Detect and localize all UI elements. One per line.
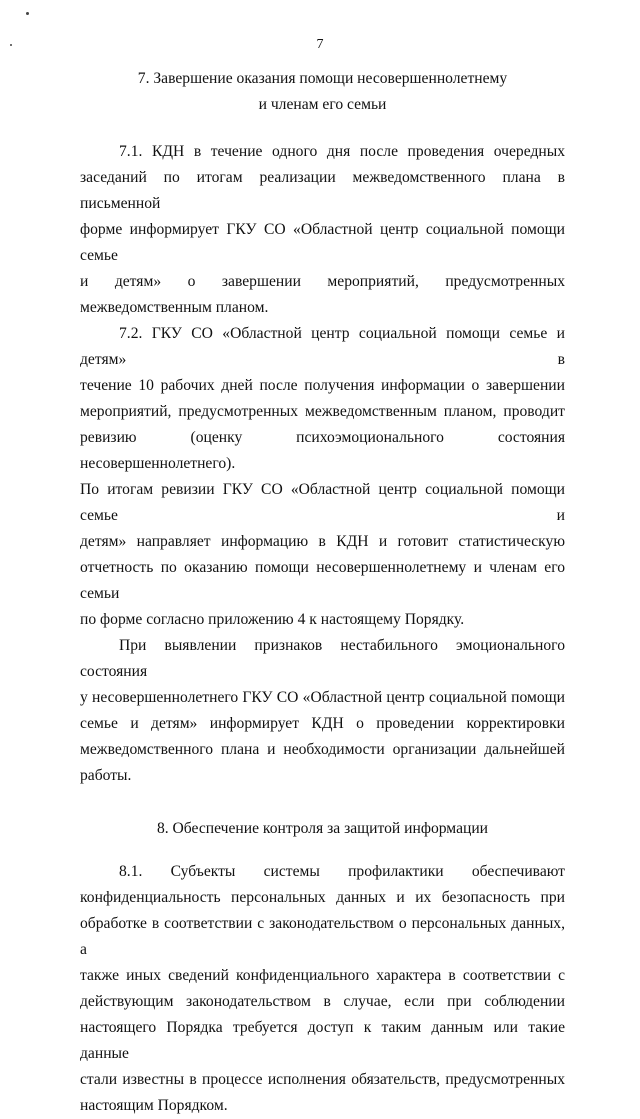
- text-line: ревизию (оценку психоэмоционального состояния несовершеннолетнего).: [80, 429, 565, 472]
- text-line: форме информирует ГКУ СО «Областной центр социальной помощи семье: [80, 221, 565, 264]
- text-line: работы.: [80, 767, 132, 784]
- text-line: течение 10 рабочих дней после получения информации о завершении: [80, 377, 565, 394]
- paragraph-8-1: [80, 859, 565, 1119]
- text-line: настоящим Порядком.: [80, 1097, 228, 1114]
- text-line: конфиденциальность персональных данных и их безопасность при: [80, 889, 565, 906]
- text-line: межведомственного плана и необходимости организации дальнейшей: [80, 741, 565, 758]
- heading-line: и членам его семьи: [258, 96, 387, 113]
- heading-line: 8. Обеспечение контроля за защитой информации: [156, 820, 489, 837]
- text-line: и детям» о завершении мероприятий, предусмотренных: [80, 273, 565, 290]
- scan-speck: [26, 12, 29, 15]
- text-line: отчетность по оказанию помощи несовершеннолетнему и членам его семьи: [80, 559, 565, 602]
- text-line: мероприятий, предусмотренных межведомственным планом, проводит: [80, 403, 565, 420]
- text-line: заседаний по итогам реализации межведомственного плана в письменной: [80, 169, 565, 212]
- text-line: у несовершеннолетнего ГКУ СО «Областной центр социальной помощи: [80, 689, 565, 706]
- text-line: 7.2. ГКУ СО «Областной центр социальной помощи семье и детям» в: [80, 325, 565, 368]
- page-number: 7: [316, 37, 324, 52]
- text-line: 8.1. Субъекты системы профилактики обеспечивают: [119, 863, 565, 880]
- text-line: обработке в соответствии с законодательством о персональных данных, а: [80, 915, 565, 958]
- section-7-heading: [80, 66, 565, 118]
- text-line: также иных сведений конфиденциального характера в соответствии с: [80, 967, 565, 984]
- text-line: При выявлении признаков нестабильного эмоционального состояния: [80, 637, 565, 680]
- text-line: семье и детям» информирует КДН о проведении корректировки: [80, 715, 565, 732]
- text-line: детям» направляет информацию в КДН и готовит статистическую: [80, 533, 565, 550]
- text-line: По итогам ревизии ГКУ СО «Областной центр социальной помощи семье и: [80, 481, 565, 524]
- text-line: действующим законодательством в случае, если при соблюдении: [80, 993, 565, 1010]
- text-line: 7.1. КДН в течение одного дня после проведения очередных: [119, 143, 565, 160]
- heading-line: 7. Завершение оказания помощи несовершеннолетнему: [137, 70, 508, 87]
- document-body: [80, 66, 565, 1119]
- paragraph-7-2-continued: [80, 633, 565, 789]
- text-line: стали известны в процессе исполнения обязательств, предусмотренных: [80, 1071, 565, 1088]
- text-line: по форме согласно приложению 4 к настоящему Порядку.: [80, 611, 465, 628]
- paragraph-7-2: [80, 321, 565, 633]
- paragraph-7-1: [80, 139, 565, 321]
- text-line: межведомственным планом.: [80, 299, 269, 316]
- section-8-heading: [80, 816, 565, 842]
- text-line: настоящего Порядка требуется доступ к таким данным или такие данные: [80, 1019, 565, 1062]
